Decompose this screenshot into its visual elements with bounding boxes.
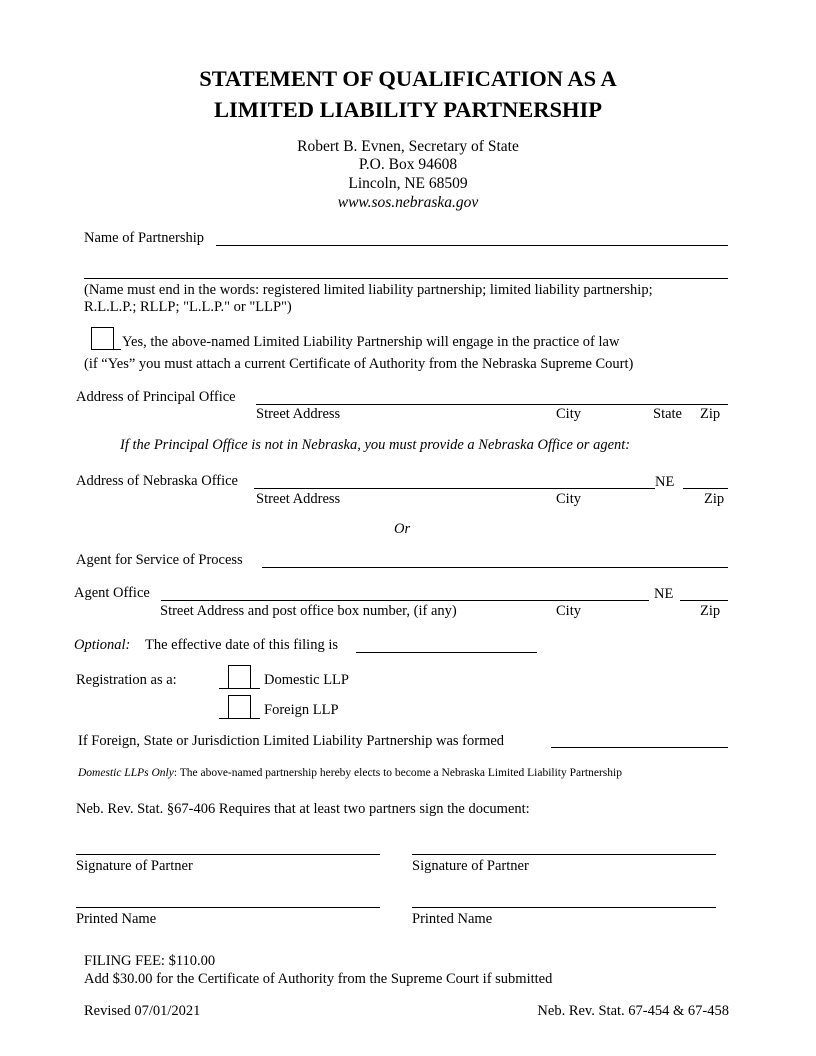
foreign-jurisdiction-label: If Foreign, State or Jurisdiction Limited Liability Partnership was formed [78, 733, 505, 749]
form-title-line2: LIMITED LIABILITY PARTNERSHIP [213, 97, 603, 122]
printed-name-field-2[interactable] [412, 907, 716, 908]
statute-reference: Neb. Rev. Stat. 67-454 & 67-458 [537, 1003, 729, 1019]
practice-of-law-label: Yes, the above-named Limited Liability Partnership will engage in the practice of law [122, 334, 620, 350]
agent-street-caption: Street Address and post office box number, (if any) [160, 603, 457, 619]
signature-label-2: Signature of Partner [412, 858, 529, 874]
domestic-llp-label: Domestic LLP [264, 672, 349, 688]
nebraska-zip-caption: Zip [704, 491, 725, 507]
nebraska-city-caption: City [556, 491, 581, 507]
principal-street-caption: Street Address [256, 406, 341, 422]
agent-city-caption: City [556, 603, 581, 619]
agent-label: Agent for Service of Process [76, 552, 243, 568]
principal-office-label: Address of Principal Office [76, 389, 236, 405]
filing-fee: FILING FEE: $110.00 [84, 953, 216, 969]
principal-state-caption: State [653, 406, 682, 422]
principal-zip-caption: Zip [700, 406, 721, 422]
agent-name-field[interactable] [262, 567, 728, 568]
partnership-name-label: Name of Partnership [84, 230, 204, 246]
practice-of-law-checkbox[interactable] [91, 327, 114, 350]
city-line: Lincoln, NE 68509 [348, 175, 468, 192]
name-requirement-note-2: R.L.L.P.; RLLP; "L.L.P." or "LLP") [84, 299, 292, 315]
foreign-llp-checkbox[interactable] [228, 695, 251, 719]
effective-date-label: The effective date of this filing is [145, 637, 339, 653]
foreign-llp-label: Foreign LLP [264, 702, 339, 718]
nebraska-office-state: NE [655, 474, 675, 490]
signature-field-2[interactable] [412, 854, 716, 855]
partnership-name-field[interactable] [216, 245, 728, 246]
partnership-name-field-line2[interactable] [84, 278, 728, 279]
secretary-of-state: Robert B. Evnen, Secretary of State [297, 138, 519, 155]
agent-office-label: Agent Office [74, 585, 150, 601]
nebraska-office-street-field[interactable] [254, 488, 655, 489]
website-link[interactable]: www.sos.nebraska.gov [337, 194, 479, 211]
domestic-election-statement [78, 767, 622, 779]
domestic-underline-right [251, 688, 260, 689]
printed-name-label-1: Printed Name [76, 911, 157, 927]
po-box: P.O. Box 94608 [358, 156, 458, 173]
domestic-underline-left [219, 688, 228, 689]
checkbox-underline [114, 349, 121, 350]
agent-zip-caption: Zip [700, 603, 721, 619]
registration-label: Registration as a: [76, 672, 177, 688]
principal-office-field[interactable] [256, 404, 728, 405]
optional-label: Optional: [74, 637, 131, 653]
printed-name-label-2: Printed Name [412, 911, 493, 927]
domestic-election-prefix: Domestic LLPs Only [78, 767, 174, 779]
nebraska-street-caption: Street Address [256, 491, 341, 507]
agent-office-street-field[interactable] [161, 600, 649, 601]
certificate-fee: Add $30.00 for the Certificate of Authority from the Supreme Court if submitted [84, 971, 553, 987]
nebraska-office-label: Address of Nebraska Office [76, 473, 238, 489]
domestic-election-text: : The above-named partnership hereby elects to become a Nebraska Limited Liability Partnership [173, 767, 622, 779]
principal-city-caption: City [556, 406, 581, 422]
effective-date-field[interactable] [356, 652, 537, 653]
agent-office-zip-field[interactable] [680, 600, 728, 601]
form-title-line1: STATEMENT OF QUALIFICATION AS A [199, 66, 617, 91]
foreign-underline-left [219, 718, 228, 719]
printed-name-field-1[interactable] [76, 907, 380, 908]
revised-date: Revised 07/01/2021 [84, 1003, 201, 1019]
agent-office-state: NE [654, 586, 674, 602]
signature-field-1[interactable] [76, 854, 380, 855]
foreign-underline-right [251, 718, 260, 719]
name-requirement-note: (Name must end in the words: registered limited liability partnership; limited liability partnership; [84, 282, 653, 298]
domestic-llp-checkbox[interactable] [228, 665, 251, 689]
signature-label-1: Signature of Partner [76, 858, 193, 874]
or-separator: Or [394, 521, 411, 537]
nebraska-office-instruction: If the Principal Office is not in Nebraska, you must provide a Nebraska Office or agent: [120, 437, 631, 453]
signature-requirement: Neb. Rev. Stat. §67-406 Requires that at least two partners sign the document: [76, 801, 530, 817]
foreign-jurisdiction-field[interactable] [551, 747, 728, 748]
nebraska-office-zip-field[interactable] [683, 488, 728, 489]
certificate-requirement-note: (if “Yes” you must attach a current Certificate of Authority from the Nebraska Supreme Court) [84, 356, 634, 372]
